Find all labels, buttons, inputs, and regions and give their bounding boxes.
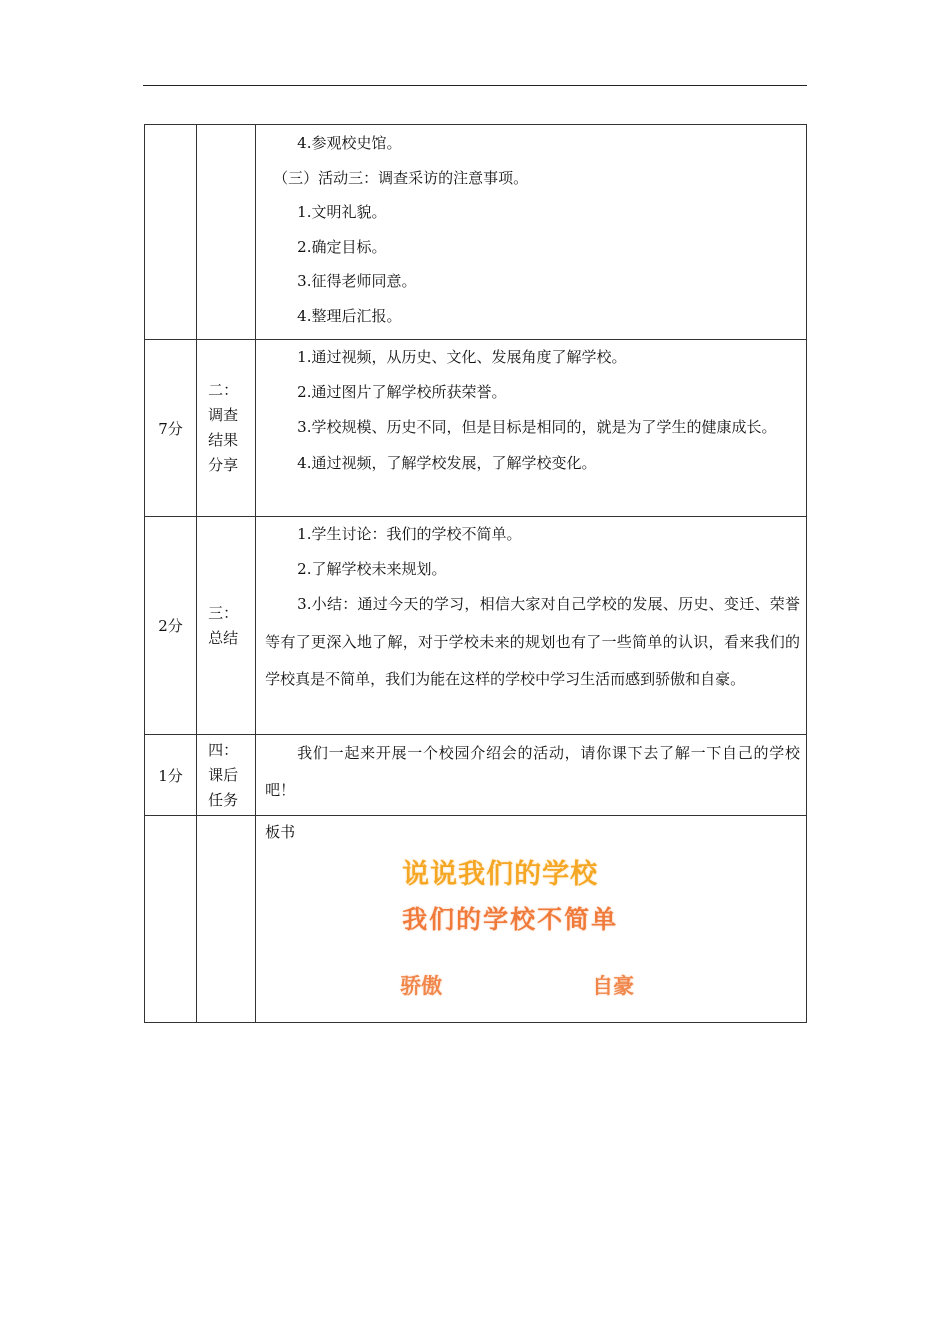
content-line: （三）活动三：调查采访的注意事项。: [273, 168, 529, 187]
stage-text: 四：: [208, 740, 239, 759]
content-line: 2.了解学校未来规划。: [297, 559, 447, 578]
stage-cell: [197, 816, 256, 1023]
content-line: 1.文明礼貌。: [297, 203, 387, 221]
stage-text: 三：: [208, 603, 239, 622]
content-cell: [256, 735, 807, 816]
content-line: 4.整理后汇报。: [297, 306, 402, 325]
content-cell: [256, 517, 807, 735]
board-word-right: 自豪: [592, 973, 635, 998]
content-cell: [256, 340, 807, 517]
time-cell: [145, 517, 197, 735]
content-line: 3.学校规模、历史不同，但是目标是相同的，就是为了学生的健康成长。: [297, 418, 777, 436]
board-cell: [256, 816, 807, 1023]
content-line: 1.通过视频，从历史、文化、发展角度了解学校。: [297, 348, 627, 366]
table-row: [145, 517, 807, 735]
stage-cell: [197, 517, 256, 735]
board-label: 板书: [265, 823, 296, 841]
time-cell: [145, 340, 197, 517]
table-row: [145, 340, 807, 517]
header-rule: [143, 85, 807, 86]
board-title: 说说我们的学校: [402, 859, 599, 890]
table-body: [145, 125, 807, 1023]
board-row: [145, 816, 807, 1023]
content-line: 2.通过图片了解学校所获荣誉。: [297, 382, 507, 401]
stage-text: 总结: [208, 628, 239, 647]
content-line: 3.小结：通过今天的学习，相信大家对自己学校的发展、历史、变迁、荣誉等有了更深入地了解，对于学校未来的规划也有了一些简单的认识，看来我们的学校真是不简单，我们为能在这样的学校中学习生活而感到骄傲和自豪。: [265, 595, 800, 688]
stage-text: 二：: [208, 381, 239, 399]
content-line: 我们一起来开展一个校园介绍会的活动，请你课下去了解一下自己的学校吧！: [265, 744, 800, 799]
blackboard-image: [265, 846, 800, 1016]
stage-text: 分享: [208, 456, 239, 474]
time-text: 7分: [158, 419, 183, 438]
stage-cell: [197, 340, 256, 517]
time-text: 1分: [158, 766, 183, 785]
lesson-plan-table: [144, 124, 807, 1023]
content-line: 1.学生讨论：我们的学校不简单。: [297, 525, 522, 543]
stage-text: 任务: [208, 790, 239, 809]
stage-cell: [197, 125, 256, 340]
time-cell: [145, 735, 197, 816]
stage-text: 结果: [208, 431, 239, 449]
board-subtitle: 我们的学校不简单: [402, 905, 619, 934]
content-cell: [256, 125, 807, 340]
content-line: 4.参观校史馆。: [297, 134, 402, 152]
time-cell: [145, 816, 197, 1023]
content-line: 4.通过视频，了解学校发展，了解学校变化。: [297, 454, 597, 472]
time-cell: [145, 125, 197, 340]
board-word-left: 骄傲: [400, 973, 443, 998]
stage-cell: [197, 735, 256, 816]
content-line: 2.确定目标。: [297, 237, 387, 256]
table-row: [145, 125, 807, 340]
time-text: 2分: [158, 617, 183, 635]
content-line: 3.征得老师同意。: [297, 272, 417, 290]
stage-text: 课后: [208, 765, 239, 784]
table-row: [145, 735, 807, 816]
stage-text: 调查: [208, 406, 239, 424]
